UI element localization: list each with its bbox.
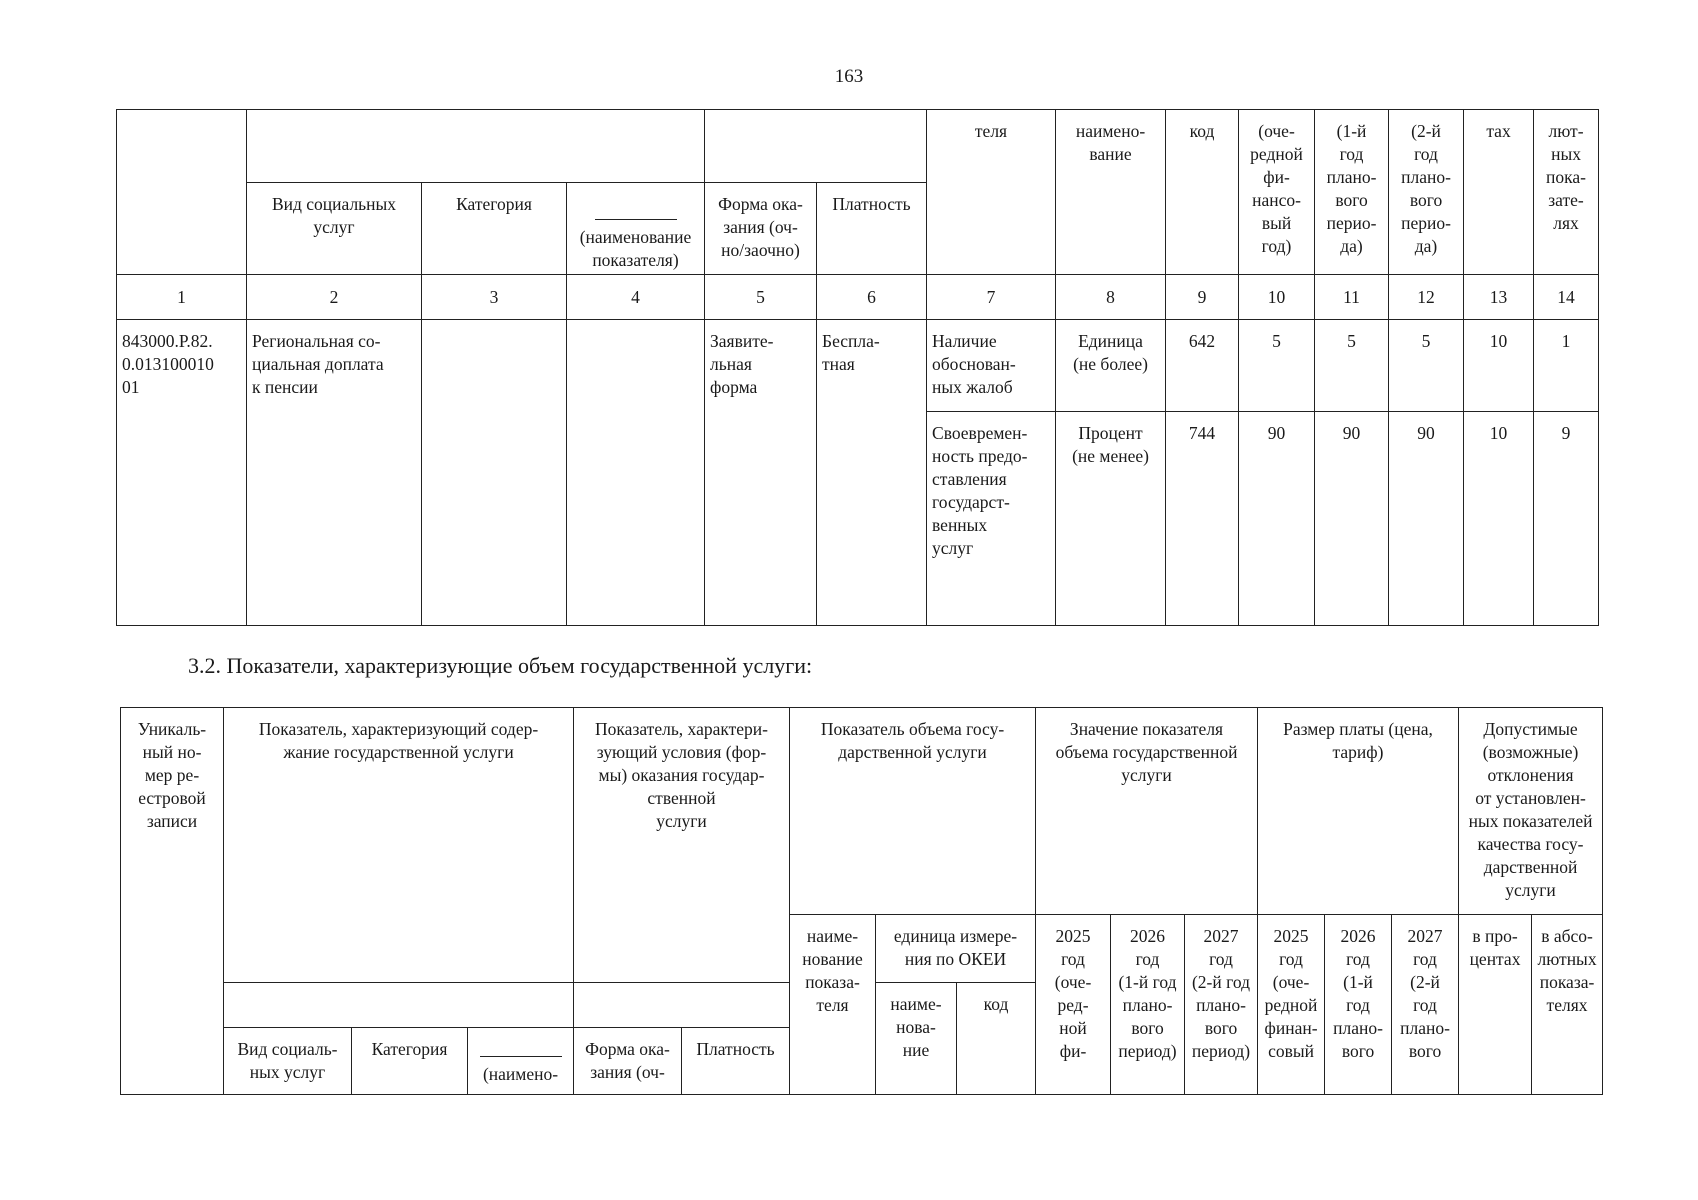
deviation-absolute: 1 [1534,320,1599,412]
indicator-code: 744 [1166,412,1239,626]
forma-header: Форма ока- зания (оч- [574,1028,682,1095]
registry-number-header [117,110,247,275]
conditions-indicator-header: Показатель, характери- зующий условия (фор- мы) оказания государ- ственной услуги [574,708,790,983]
value-2027-header: 2027 год (2-й год плано- вого период) [1185,915,1258,1095]
blank-line [480,1044,562,1057]
fee-header: Размер платы (цена, тариф) [1258,708,1459,915]
column-number: 3 [422,275,567,320]
volume-indicators-table [120,707,1603,1095]
column-number: 2 [247,275,422,320]
value-2027-header: (2-й год плано- вого перио- да) [1389,110,1464,275]
column-number: 7 [927,275,1056,320]
blank-line [595,207,677,220]
indicator-value-2025: 5 [1239,320,1315,412]
registry-number: 843000.Р.82. 0.013100010 01 [117,320,247,626]
section-title: 3.2. Показатели, характеризующие объем государственной услуги: [188,653,813,678]
okei-code-header: код [957,983,1036,1095]
unique-number-header: Уникаль- ный но- мер ре- естровой записи [121,708,224,1095]
conditions-subheader-spacer [574,983,790,1028]
column-number: 9 [1166,275,1239,320]
naimenovanie-label: (наимено- [482,1064,559,1084]
content-subheader-spacer [224,983,574,1028]
value-2025-header: (оче- редной фи- нансо- вый год) [1239,110,1315,275]
platnost-value: Беспла- тная [817,320,927,626]
volume-indicator-header: Показатель объема госу- дарственной услуги [790,708,1036,915]
indicator-name-header: теля [927,110,1056,275]
vid-uslug-header: Вид социаль- ных услуг [224,1028,352,1095]
deviation-absolute: 9 [1534,412,1599,626]
indicator-name-header: наиме- нование показа- теля [790,915,876,1095]
deviation-absolute-header: лют- ных пока- зате- лях [1534,110,1599,275]
value-2025-header: 2025 год (оче- ред- ной фи- [1036,915,1111,1095]
column-number: 4 [567,275,705,320]
content-indicator-header: Показатель, характеризующий содер- жание государственной услуги [224,708,574,983]
deviation-percent-header: тах [1464,110,1534,275]
conditions-indicator-header [705,110,927,183]
okei-name-header: наиме- нова- ние [876,983,957,1095]
deviation-percent: 10 [1464,412,1534,626]
okei-unit-header: единица измере- ния по ОКЕИ [876,915,1036,983]
indicator-code: 642 [1166,320,1239,412]
column-number: 1 [117,275,247,320]
vid-uslug-value: Региональная со- циальная доплата к пенсии [247,320,422,626]
quality-indicators-table [116,109,1599,626]
in-percent-header: в про- центах [1459,915,1532,1095]
column-number: 11 [1315,275,1389,320]
vid-uslug-header: Вид социальных услуг [247,183,422,275]
indicator-name: Своевремен- ность предо- ставления государст- венных услуг [927,412,1056,626]
deviations-header: Допустимые (возможные) отклонения от установлен- ных показателей качества госу- дарственной услуги [1459,708,1603,915]
content-indicator-header [247,110,705,183]
indicator-value-2026: 90 [1315,412,1389,626]
in-absolute-header: в абсо- лютных показа- телях [1532,915,1603,1095]
forma-header: Форма ока- зания (оч- но/заочно) [705,183,817,275]
indicator-value-2027: 5 [1389,320,1464,412]
platnost-header: Платность [817,183,927,275]
value-2026-header: 2026 год (1-й год плано- вого период) [1111,915,1185,1095]
fee-2026-header: 2026 год (1-й год плано- вого [1325,915,1392,1095]
unit-name-header: наимено- вание [1056,110,1166,275]
indicator-unit: Процент (не менее) [1056,412,1166,626]
fee-2025-header: 2025 год (оче- редной финан- совый [1258,915,1325,1095]
unit-code-header: код [1166,110,1239,275]
indicator-value-2026: 5 [1315,320,1389,412]
blank-indicator-value [567,320,705,626]
indicator-value-2027: 90 [1389,412,1464,626]
kategoriya-value [422,320,567,626]
indicator-value-2025: 90 [1239,412,1315,626]
fee-2027-header: 2027 год (2-й год плано- вого [1392,915,1459,1095]
blank-indicator-header [468,1028,574,1095]
page-number: 163 [834,66,864,87]
column-number: 12 [1389,275,1464,320]
kategoriya-header: Категория [422,183,567,275]
column-number: 14 [1534,275,1599,320]
column-number: 10 [1239,275,1315,320]
forma-value: Заявите- льная форма [705,320,817,626]
column-number: 5 [705,275,817,320]
deviation-percent: 10 [1464,320,1534,412]
indicator-name: Наличие обоснован- ных жалоб [927,320,1056,412]
indicator-unit: Единица (не более) [1056,320,1166,412]
volume-value-header: Значение показателя объема государственной услуги [1036,708,1258,915]
column-number: 13 [1464,275,1534,320]
naimenovanie-pokazatelya: (наименование показателя) [579,227,692,270]
value-2026-header: (1-й год плано- вого перио- да) [1315,110,1389,275]
blank-indicator-header [567,183,705,275]
kategoriya-header: Категория [352,1028,468,1095]
platnost-header: Платность [682,1028,790,1095]
column-number: 8 [1056,275,1166,320]
column-number: 6 [817,275,927,320]
